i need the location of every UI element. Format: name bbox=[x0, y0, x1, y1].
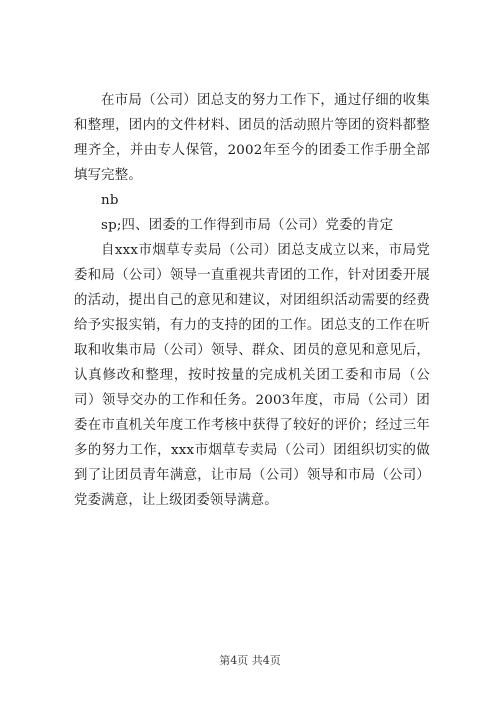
document-body bbox=[74, 88, 430, 513]
page-footer: 第4页 共4页 bbox=[219, 654, 281, 667]
paragraph-archives: 在市局（公司）团总支的努力工作下，通过仔细的收集和整理，团内的文件材料、团员的活动照片等团的资料都整理齐全，并由专人保管，2002年至今的团委工作手册全部填写完整。 bbox=[74, 93, 430, 183]
section-heading-party-recognition: sp;四、团委的工作得到市局（公司）党委的肯定 bbox=[101, 218, 394, 233]
paragraph-party-support: 自xxx市烟草专卖局（公司）团总支成立以来，市局党委和局（公司）领导一直重视共青团的工作，针对团委开展的活动，提出自己的意见和建议，对团组织活动需要的经费给予实报实销，有力的支持的团的工作。团总支的工作在听取和收集市局（公司）领导、群众、团员的意见和意见后，认真修改和整理，按时按量的完成机关团工委和市局（公司）领导交办的工作和任务。2003年度，市局（公司）团委在市直机关年度工作考核中获得了较好的评价；经过三年多的努力工作，xxx市烟草专卖局（公司）团组织切实的做到了让团员青年满意，让市局（公司）领导和市局（公司）党委满意，让上级团委领导满意。 bbox=[74, 243, 430, 508]
paragraph-fragment-nb: nb bbox=[101, 193, 119, 208]
